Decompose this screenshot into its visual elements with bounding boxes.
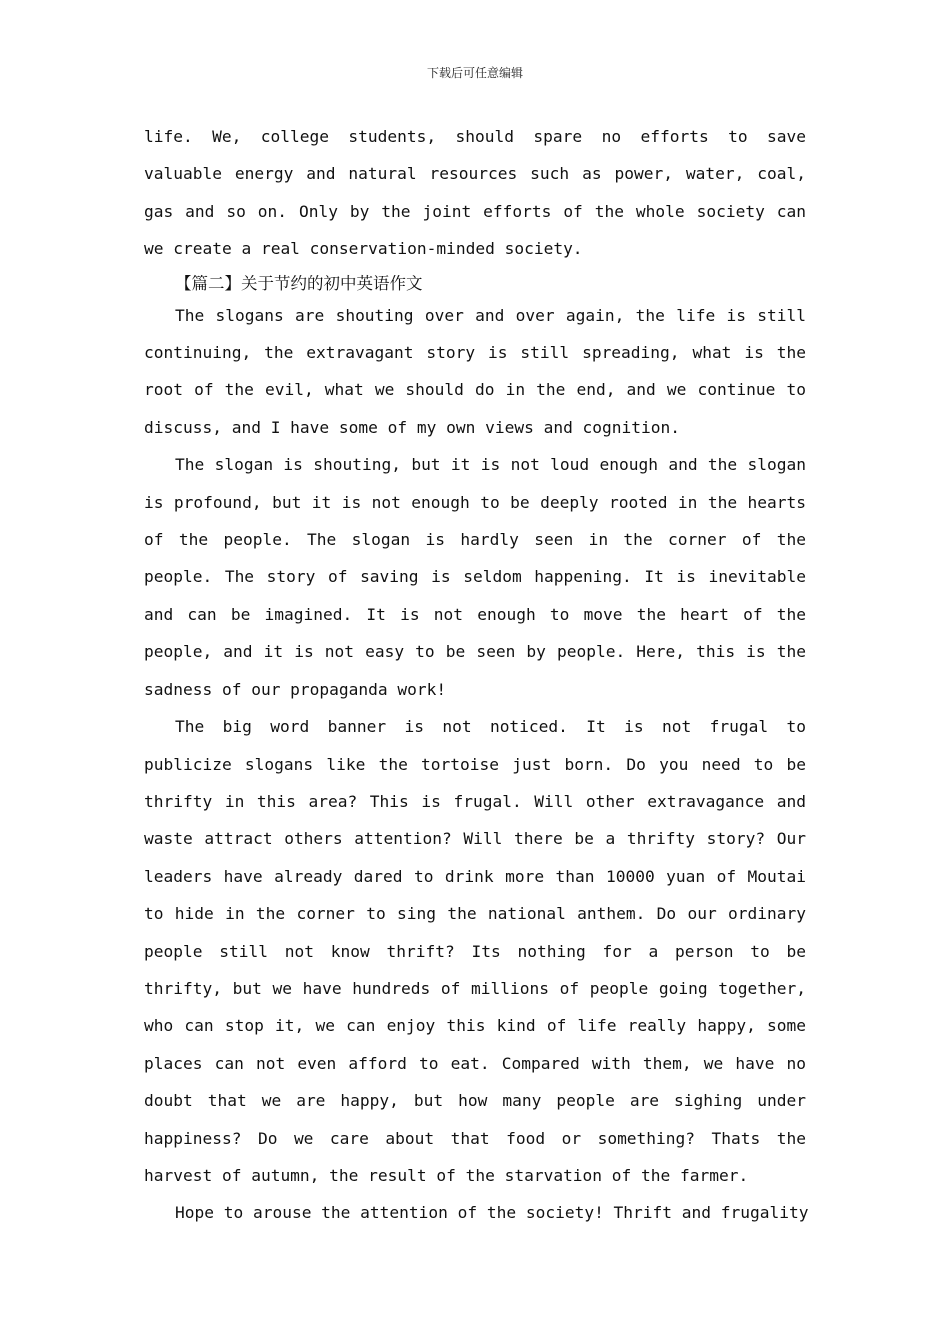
paragraph-slogan-not-loud: The slogan is shouting, but it is not loud enough and the slogan is profound, but it is not enough to be deeply rooted in the hearts of the people. The slogan is hardly seen in the corner of the people. The story of saving is seldom happening. It is inevitable and can be imagined. It is not enough to move the heart of the people, and it is not easy to be seen by people. Here, this is the sadness of our propaganda work!: [144, 455, 806, 699]
document-body: [144, 118, 809, 1232]
page-header-note: 下载后可任意编辑: [426, 66, 523, 80]
paragraph-big-word-banner: The big word banner is not noticed. It is not frugal to publicize slogans like the tortoise just born. Do you need to be thrifty in this area? This is frugal. Will other extravagance and waste attract others attention? Will there be a thrifty story? Our leaders have already dared to drink more than 10000 yuan of Moutai to hide in the corner to sing the national anthem. Do our ordinary people still not know thrift? Its nothing for a person to be thrifty, but we have hundreds of millions of people going together, who can stop it, we can enjoy this kind of life really happy, some places can not even afford to eat. Compared with them, we have no doubt that we are happy, but how many people are sighing under happiness? Do we care about that food or something? Thats the harvest of autumn, the result of the starvation of the farmer.: [144, 717, 806, 1185]
paragraph-hope-attention: Hope to arouse the attention of the society! Thrift and frugality: [175, 1203, 809, 1223]
paragraph-conservation-conclusion: life. We, college students, should spare no efforts to save valuable energy and natural resources such as power, water, coal, gas and so on. Only by the joint efforts of the whole society can we create a real conservation-minded society.: [144, 127, 806, 259]
section-heading: 【篇二】关于节约的初中英语作文: [175, 273, 423, 293]
paragraph-slogans-intro: The slogans are shouting over and over again, the life is still continuing, the extravagant story is still spreading, what is the root of the evil, what we should do in the end, and we continue to discuss, and I have some of my own views and cognition.: [144, 305, 806, 437]
